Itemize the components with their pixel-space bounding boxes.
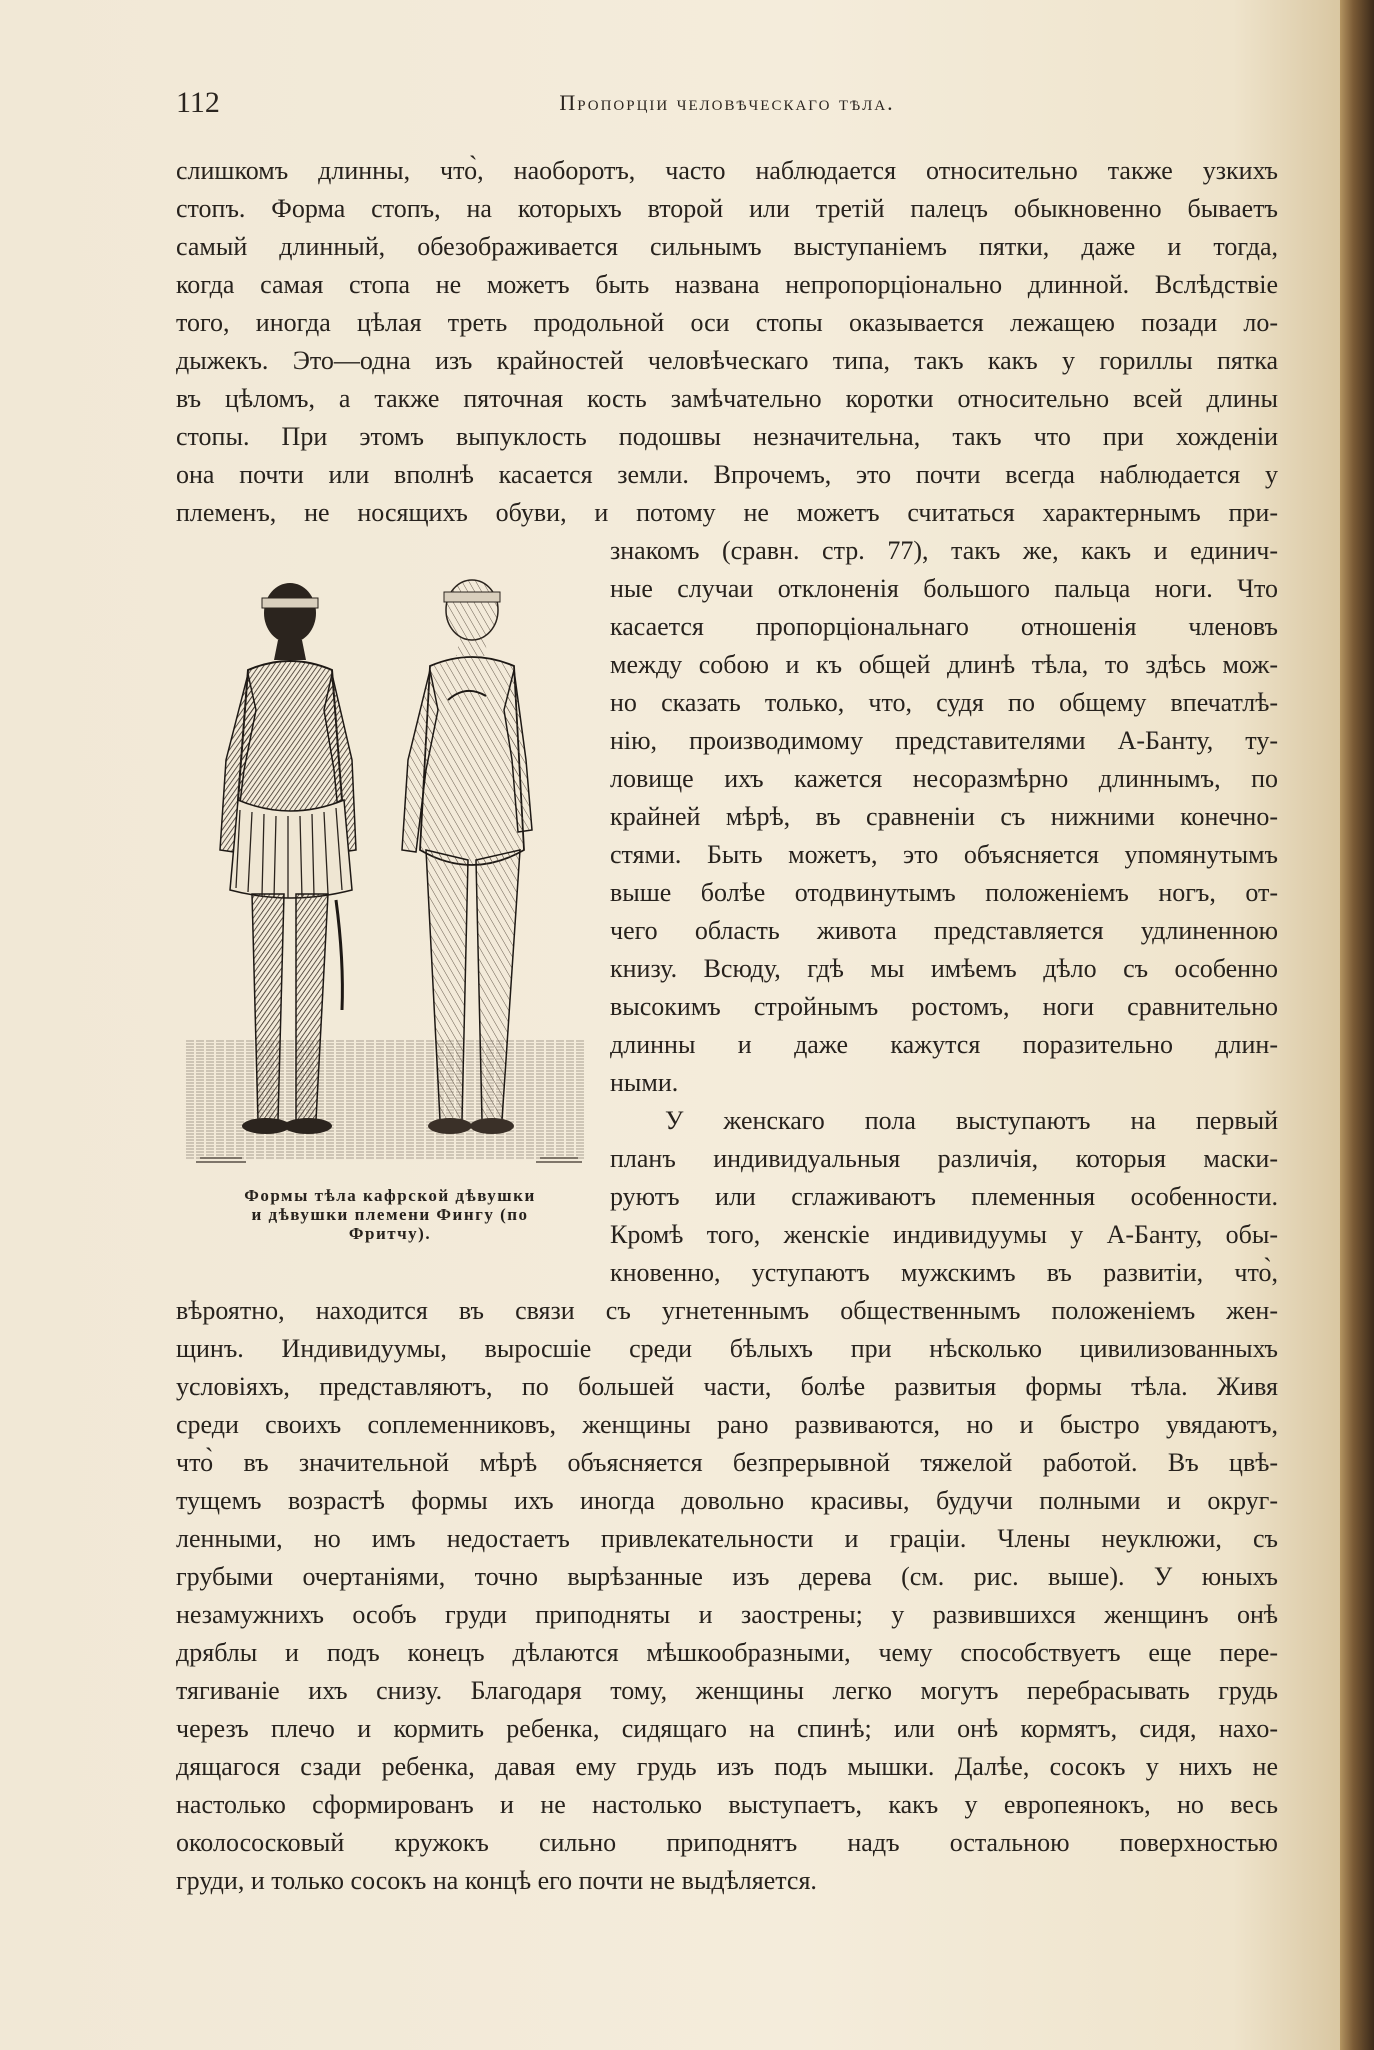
- running-title: Пропорціи человѣческаго тѣла.: [559, 90, 895, 115]
- ground: [186, 1040, 586, 1160]
- text-line: Кромѣ того, женскіе индивидуумы у А-Банту, обы-: [610, 1220, 1278, 1249]
- text-line: выше болѣе отодвинутымъ положеніемъ ногъ, от-: [610, 878, 1278, 907]
- text-line: длинны и даже кажутся поразительно длин-: [610, 1030, 1278, 1059]
- text-line: стями. Быть можетъ, это объясняется упомянутымъ: [610, 840, 1278, 869]
- caption-line: Формы тѣла кафрской дѣвушки: [244, 1186, 536, 1205]
- caption-line: и дѣвушки племени Фингу (по: [251, 1205, 529, 1224]
- engraving-illustration: [186, 560, 596, 1180]
- text-line: она почти или вполнѣ касается земли. Впрочемъ, это почти всегда наблюдается у: [176, 460, 1278, 489]
- text-line: среди своихъ соплеменниковъ, женщины рано развиваются, но и быстро увядаютъ,: [176, 1410, 1278, 1439]
- text-line: грубыми очертаніями, точно вырѣзанные изъ дерева (см. рис. выше). У юныхъ: [176, 1562, 1278, 1591]
- page-edge: [1340, 0, 1374, 2050]
- text-line: когда самая стопа не можетъ быть названа непропорціонально длинной. Вслѣдствіе: [176, 270, 1278, 299]
- text-line: высокимъ стройнымъ ростомъ, ноги сравнительно: [610, 992, 1278, 1021]
- text-line: между собою и къ общей длинѣ тѣла, то здѣсь мож-: [610, 650, 1278, 679]
- text-line: незамужнихъ особъ груди приподняты и заострены; у развившихся женщинъ онѣ: [176, 1600, 1278, 1629]
- page-number: 112: [176, 86, 220, 119]
- text-line: груди, и только сосокъ на концѣ его почти не выдѣляется.: [176, 1866, 817, 1895]
- caption-line: Фритчу).: [348, 1224, 432, 1243]
- text-line: что̀ въ значительной мѣрѣ объясняется безпрерывной тяжелой работой. Въ цвѣ-: [176, 1448, 1278, 1477]
- text-line: планъ индивидуальныя различія, которыя маски-: [610, 1144, 1278, 1173]
- text-line: стопъ. Форма стопъ, на которыхъ второй или третій палецъ обыкновенно бываетъ: [176, 194, 1278, 223]
- text-line: самый длинный, обезображивается сильнымъ выступаніемъ пятки, даже и тогда,: [176, 232, 1278, 261]
- text-line: околососковый кружокъ сильно приподнятъ надъ остальною поверхностью: [176, 1828, 1278, 1857]
- text-line: вѣроятно, находится въ связи съ угнетеннымъ общественнымъ положеніемъ жен-: [176, 1296, 1278, 1325]
- text-line: крайней мѣрѣ, въ сравненіи съ нижними конечно-: [610, 802, 1278, 831]
- text-line: книзу. Всюду, гдѣ мы имѣемъ дѣло съ особенно: [610, 954, 1278, 983]
- text-line: ными.: [610, 1068, 679, 1097]
- text-line: руютъ или сглаживаютъ племенныя особенности.: [610, 1182, 1278, 1211]
- text-line: У женскаго пола выступаютъ на первый: [665, 1106, 1278, 1135]
- text-line: дыжекъ. Это—одна изъ крайностей человѣческаго типа, такъ какъ у гориллы пятка: [176, 346, 1278, 375]
- figure-caption: [180, 1186, 600, 1243]
- text-line: тущемъ возрастѣ формы ихъ иногда довольно красивы, будучи полными и округ-: [176, 1486, 1278, 1515]
- text-line: но сказать только, что, судя по общему впечатлѣ-: [610, 688, 1278, 717]
- page-header: [176, 86, 1278, 126]
- text-line: настолько сформированъ и не настолько выступаетъ, какъ у европеянокъ, но весь: [176, 1790, 1278, 1819]
- text-line: въ цѣломъ, а также пяточная кость замѣчательно коротки относительно всей длины: [176, 384, 1278, 413]
- text-line: нію, производимому представителями А-Банту, ту-: [610, 726, 1278, 755]
- text-line: слишкомъ длинны, что̀, наоборотъ, часто наблюдается относительно также узкихъ: [176, 156, 1278, 185]
- text-line: щинъ. Индивидуумы, выросшіе среди бѣлыхъ при нѣсколько цивилизованныхъ: [176, 1334, 1278, 1363]
- text-line: ные случаи отклоненія большого пальца ноги. Что: [610, 574, 1278, 603]
- text-line: племенъ, не носящихъ обуви, и потому не можетъ считаться характернымъ при-: [176, 498, 1278, 527]
- text-line: дряблы и подъ конецъ дѣлаются мѣшкообразными, чему способствуетъ еще пере-: [176, 1638, 1278, 1667]
- text-line: чего область живота представляется удлиненною: [610, 916, 1278, 945]
- text-line: черезъ плечо и кормить ребенка, сидящаго на спинѣ; или онѣ кормятъ, сидя, нахо-: [176, 1714, 1278, 1743]
- text-line: тягиваніе ихъ снизу. Благодаря тому, женщины легко могутъ перебрасывать грудь: [176, 1676, 1278, 1705]
- text-line: ленными, но имъ недостаетъ привлекательности и граціи. Члены неуклюжи, съ: [176, 1524, 1278, 1553]
- text-line: касается пропорціональнаго отношенія членовъ: [610, 612, 1278, 641]
- text-line: того, иногда цѣлая треть продольной оси стопы оказывается лежащею позади ло-: [176, 308, 1278, 337]
- text-line: знакомъ (сравн. стр. 77), такъ же, какъ и единич-: [610, 536, 1278, 565]
- text-line: дящагося сзади ребенка, давая ему грудь изъ подъ мышки. Далѣе, сосокъ у нихъ не: [176, 1752, 1278, 1781]
- text-line: стопы. При этомъ выпуклость подошвы незначительна, такъ что при хожденіи: [176, 422, 1278, 451]
- text-line: ловище ихъ кажется несоразмѣрно длиннымъ, по: [610, 764, 1278, 793]
- text-line: условіяхъ, представляютъ, по большей части, болѣе развитыя формы тѣла. Живя: [176, 1372, 1278, 1401]
- text-line: кновенно, уступаютъ мужскимъ въ развитіи, что̀,: [610, 1258, 1278, 1287]
